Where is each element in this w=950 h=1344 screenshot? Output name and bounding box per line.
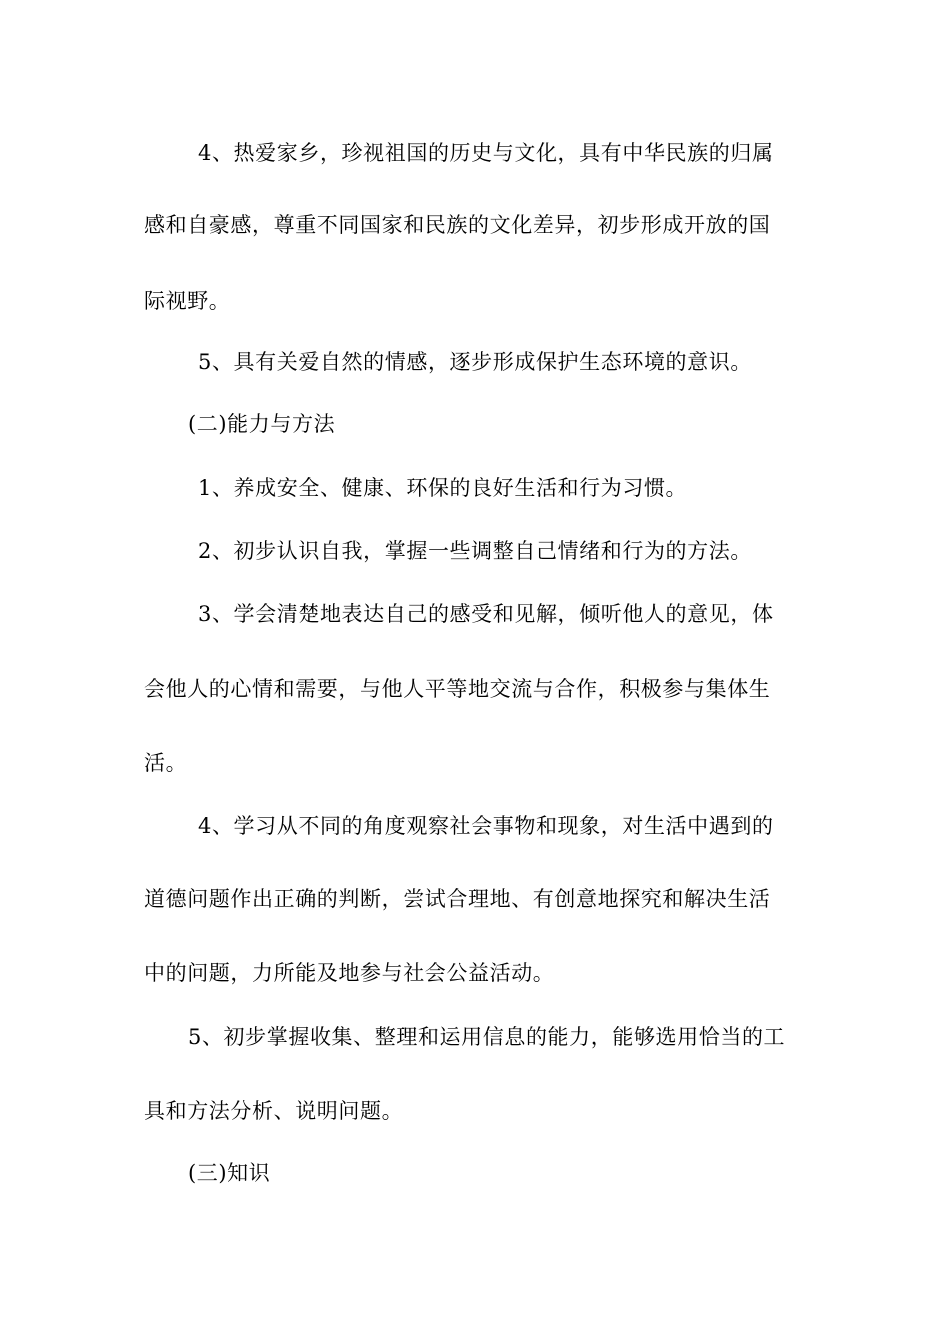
section-heading: (三)知识 xyxy=(188,1161,271,1185)
text-line: 活。 xyxy=(144,751,188,775)
text-line: 道德问题作出正确的判断，尝试合理地、有创意地探究和解决生活 xyxy=(144,887,771,911)
text-line: 中的问题，力所能及地参与社会公益活动。 xyxy=(144,961,555,985)
text-line: 4、学习从不同的角度观察社会事物和现象，对生活中遇到的 xyxy=(198,814,774,838)
text-line: 感和自豪感，尊重不同国家和民族的文化差异，初步形成开放的国 xyxy=(144,213,771,237)
section-heading: (二)能力与方法 xyxy=(188,412,336,436)
text-line: 5、初步掌握收集、整理和运用信息的能力，能够选用恰当的工 xyxy=(188,1025,786,1049)
text-line: 1、养成安全、健康、环保的良好生活和行为习惯。 xyxy=(198,476,688,500)
text-line: 2、初步认识自我，掌握一些调整自己情绪和行为的方法。 xyxy=(198,539,752,563)
text-line: 际视野。 xyxy=(144,289,231,313)
text-line: 会他人的心情和需要，与他人平等地交流与合作，积极参与集体生 xyxy=(144,677,771,701)
text-line: 3、学会清楚地表达自己的感受和见解，倾听他人的意见，体 xyxy=(198,602,774,626)
text-line: 5、具有关爱自然的情感，逐步形成保护生态环境的意识。 xyxy=(198,350,752,374)
text-line: 4、热爱家乡，珍视祖国的历史与文化，具有中华民族的归属 xyxy=(198,141,774,165)
text-line: 具和方法分析、说明问题。 xyxy=(144,1099,404,1123)
